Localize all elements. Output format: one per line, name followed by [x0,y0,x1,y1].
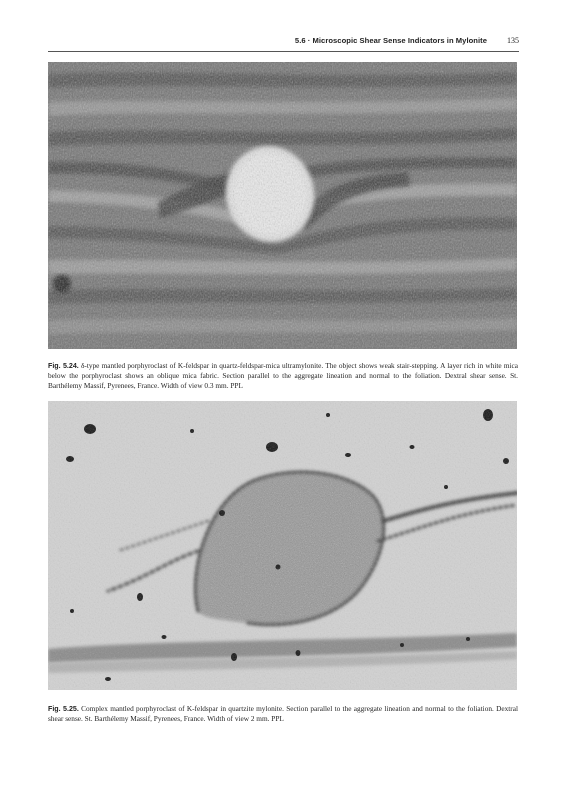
figure-caption-5-24 [48,361,518,391]
caption-text: Complex mantled porphyroclast of K-feldspar in quartzite mylonite. Section parallel to the aggregate lineation and normal to the foliation. Dextral shear sense. St. Barthélemy Massif, Pyrenees, France. Width of view 2 mm. PPL [48,704,518,724]
section-title: 5.6 · Microscopic Shear Sense Indicators in Mylonite [294,36,487,45]
figure-caption-5-25 [48,704,518,724]
header-rule [48,51,519,52]
figure-label: Fig. 5.25. [48,705,79,714]
page-number: 135 [507,36,519,45]
caption-text: δ-type mantled porphyroclast of K-feldspar in quartz-feldspar-mica ultramylonite. The object shows weak stair-stepping. A layer rich in white mica below the porphyroclast shows an oblique mica fabric. Section parallel to the aggregate lineation and normal to the foliation. Dextral shear sense. St. Barthélemy Massif, Pyrenees, France. Width of view 0.3 mm. PPL [48,361,519,391]
micrograph-image [48,401,517,690]
micrograph-fig-5-24 [48,62,517,349]
micrograph-image [48,62,517,349]
figure-label: Fig. 5.24. [48,362,79,371]
micrograph-fig-5-25 [48,401,517,690]
running-header [48,36,519,50]
